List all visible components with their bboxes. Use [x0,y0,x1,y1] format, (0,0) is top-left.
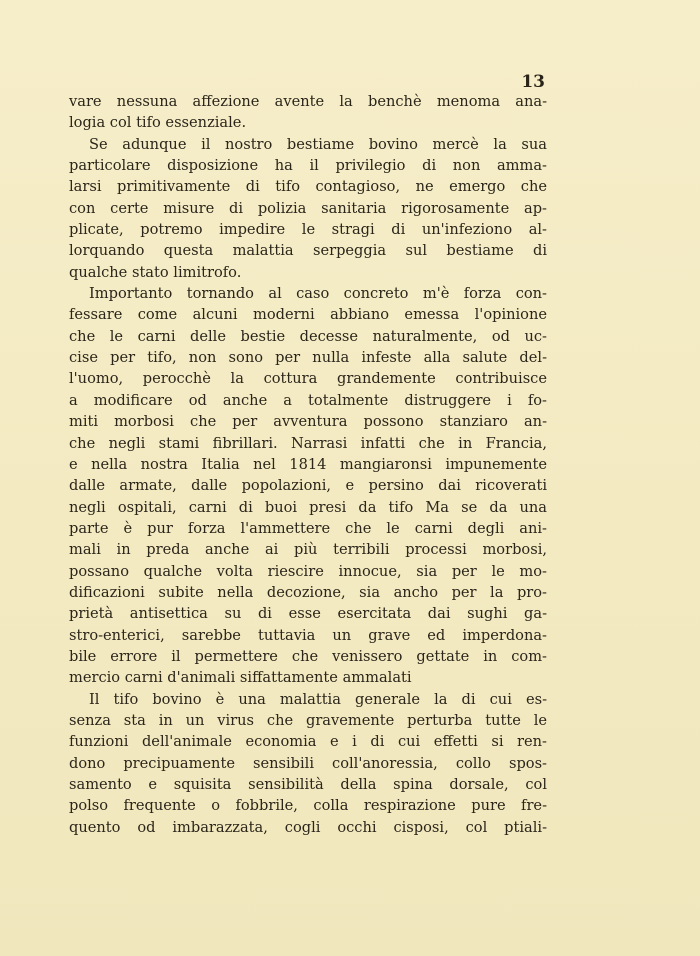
text-line: fessare come alcuni moderni abbiano emessa l'opinione [69,306,547,324]
text-line: lorquando questa malattia serpeggia sul bestiame di [69,242,547,260]
text-line: logia col tifo essenziale. [69,114,247,132]
text-line: qualche stato limitrofo. [69,263,242,281]
text-line: miti morbosi che per avventura possono stanziaro an- [69,413,547,431]
text-line: possano qualche volta riescire innocue, sia per le mo- [69,562,547,580]
text-line: bile errore il permettere che venissero gettate in com- [69,647,547,665]
text-line: con certe misure di polizia sanitaria rigorosamente ap- [69,199,547,217]
text-line: particolare disposizione ha il privilegio di non amma- [69,157,547,175]
text-line: senza sta in un virus che gravemente perturba tutte le [69,711,547,729]
text-line: vare nessuna affezione avente la benchè menoma ana- [69,93,547,110]
text-line: che negli stami fibrillari. Narrasi infatti che in Francia, [69,434,547,452]
text-line: plicate, potremo impedire le stragi di un'infeziono al- [69,221,547,239]
paragraph [69,134,547,283]
text-line: parte è pur forza l'ammettere che le carni degli ani- [69,519,547,537]
text-line: e nella nostra Italia nel 1814 mangiaronsi impunemente [69,455,547,473]
text-line: Il tifo bovino è una malattia generale la di cui es- [89,690,547,708]
text-line: prietà antisettica su di esse esercitata dai sughi ga- [69,605,547,623]
paragraph [69,689,547,838]
text-line: quento od imbarazzata, cogli occhi cisposi, col ptiali- [69,818,547,836]
body-text [69,91,547,838]
text-line: dono precipuamente sensibili coll'anoressia, collo spos- [69,754,547,772]
page-number: 13 [521,72,545,92]
paragraph [69,91,547,134]
text-line: negli ospitali, carni di buoi presi da tifo Ma se da una [69,498,547,516]
text-line: mali in preda anche ai più terribili processi morbosi, [69,541,547,559]
text-line: mercio carni d'animali siffattamente ammalati [69,669,412,687]
text-line: samento e squisita sensibilità della spina dorsale, col [69,776,547,793]
text-line: Importanto tornando al caso concreto m'è forza con- [89,285,547,303]
text-line: a modificare od anche a totalmente distruggere i fo- [69,391,547,409]
text-line: che le carni delle bestie decesse naturalmente, od uc- [69,327,547,345]
text-line: cise per tifo, non sono per nulla infeste alla salute del- [69,349,547,367]
text-line: Se adunque il nostro bestiame bovino mercè la sua [89,135,547,153]
text-line: dalle armate, dalle popolazioni, e persino dai ricoverati [69,477,547,495]
text-line: funzioni dell'animale economia e i di cui effetti si ren- [69,733,547,751]
paragraph [69,283,547,689]
text-line: l'uomo, perocchè la cottura grandemente contribuisce [69,370,547,388]
text-line: larsi primitivamente di tifo contagioso, ne emergo che [69,178,547,196]
text-line: dificazioni subite nella decozione, sia ancho per la pro- [69,583,547,601]
text-line: stro-enterici, sarebbe tuttavia un grave ed imperdona- [69,626,547,644]
text-line: polso frequente o fobbrile, colla respirazione pure fre- [69,797,547,815]
